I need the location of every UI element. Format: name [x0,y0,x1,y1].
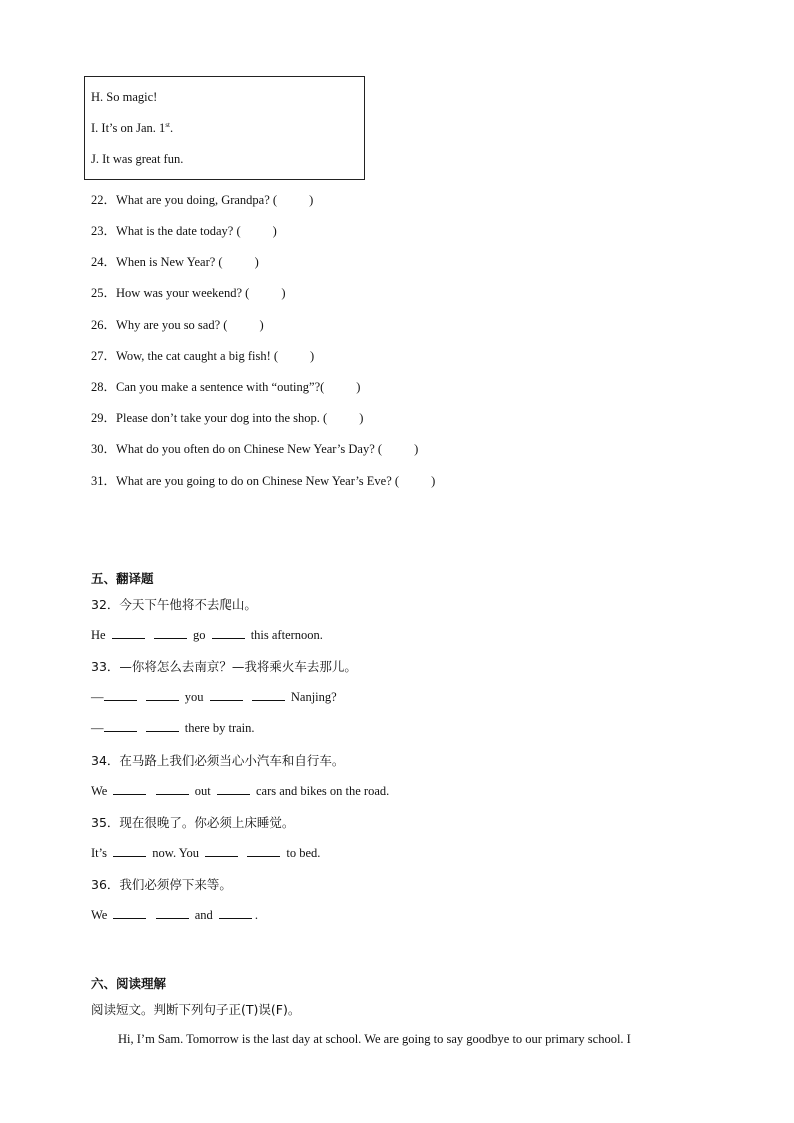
close-paren: ) [281,286,286,300]
question-24 [91,252,259,270]
question-30 [91,439,418,457]
close-paren: ) [310,349,315,363]
blank[interactable] [146,689,179,701]
blank[interactable] [112,627,145,639]
question-36-prompt: 36．我们必须停下来等。 [91,877,232,892]
question-text: Can you make a sentence with “outing”?( [116,380,325,394]
question-number: 22． [91,193,117,207]
blank[interactable] [212,627,245,639]
blank[interactable] [247,845,280,857]
question-33-prompt: 33．—你将怎么去南京？—我将乘火车去那儿。 [91,659,357,674]
option-i-sup: st [165,121,170,129]
close-paren: ) [259,318,264,332]
blank[interactable] [217,783,250,795]
question-25 [91,283,285,301]
word: It’s [91,846,107,860]
blank[interactable] [219,907,252,919]
blank[interactable] [104,689,137,701]
word: We [91,784,108,798]
question-number: 26． [91,318,117,332]
word: cars and bikes on the road. [255,784,390,798]
question-text: When is New Year? ( [116,255,223,269]
word: you [184,690,204,704]
blank[interactable] [210,689,243,701]
word: He [91,628,106,642]
section-5-title: 五、翻译题 [91,571,154,586]
close-paren: ) [356,380,361,394]
word: . [254,908,259,922]
close-paren: ) [414,442,419,456]
word: there by train. [184,721,255,735]
question-number: 25． [91,286,117,300]
question-text: How was your weekend? ( [116,286,250,300]
question-23 [91,221,277,239]
word: to bed. [286,846,321,860]
close-paren: ) [272,224,277,238]
question-text: Wow, the cat caught a big fish! ( [116,349,279,363]
question-number: 29． [91,411,117,425]
options-box [84,76,365,180]
question-text: Why are you so sad? ( [116,318,228,332]
word: Nanjing? [290,690,337,704]
question-number: 31． [91,474,117,488]
close-paren: ) [359,411,364,425]
question-text: What do you often do on Chinese New Year’s Day? ( [116,442,383,456]
word: this afternoon. [250,628,323,642]
question-number: 27． [91,349,117,363]
blank[interactable] [104,720,137,732]
blank[interactable] [252,689,285,701]
question-22 [91,190,313,208]
question-33-answer-b [91,720,255,736]
reading-instruction: 阅读短文。判断下列句子正(T)误(F)。 [91,1002,301,1017]
question-29 [91,408,363,426]
option-i-suffix: . [169,121,174,136]
word: out [194,784,211,798]
question-34-answer [91,783,389,799]
question-35-prompt: 35．现在很晚了。你必须上床睡觉。 [91,815,295,830]
word: and [194,908,213,922]
blank[interactable] [146,720,179,732]
question-number: 23． [91,224,117,238]
question-text: What is the date today? ( [116,224,241,238]
question-31 [91,471,435,489]
question-text: What are you doing, Grandpa? ( [116,193,278,207]
blank[interactable] [205,845,238,857]
close-paren: ) [254,255,259,269]
question-35-answer [91,845,320,861]
word: We [91,908,108,922]
question-number: 30． [91,442,117,456]
question-32-answer [91,627,323,643]
blank[interactable] [156,907,189,919]
question-text: What are you going to do on Chinese New Year’s Eve? ( [116,474,400,488]
word: now. You [152,846,200,860]
blank[interactable] [113,845,146,857]
question-number: 24． [91,255,117,269]
question-27 [91,346,314,364]
option-h: H. So magic! [91,90,158,104]
question-32-prompt: 32．今天下午他将不去爬山。 [91,597,257,612]
question-36-answer [91,907,258,923]
blank[interactable] [113,783,146,795]
blank[interactable] [154,627,187,639]
question-text: Please don’t take your dog into the shop. ( [116,411,328,425]
question-28 [91,377,360,395]
blank[interactable] [113,907,146,919]
question-26 [91,315,264,333]
question-34-prompt: 34．在马路上我们必须当心小汽车和自行车。 [91,753,345,768]
dash: — [91,690,104,704]
reading-passage: Hi, I’m Sam. Tomorrow is the last day at school. We are going to say goodbye to our primary school. I [118,1032,631,1046]
dash: — [91,721,104,735]
question-number: 28． [91,380,117,394]
question-33-answer-a [91,689,337,705]
close-paren: ) [309,193,314,207]
option-i-text: I. It’s on Jan. 1 [91,121,166,136]
option-i [91,121,173,136]
blank[interactable] [156,783,189,795]
word: go [192,628,206,642]
section-6-title: 六、阅读理解 [91,976,167,991]
close-paren: ) [431,474,436,488]
option-j: J. It was great fun. [91,152,184,166]
